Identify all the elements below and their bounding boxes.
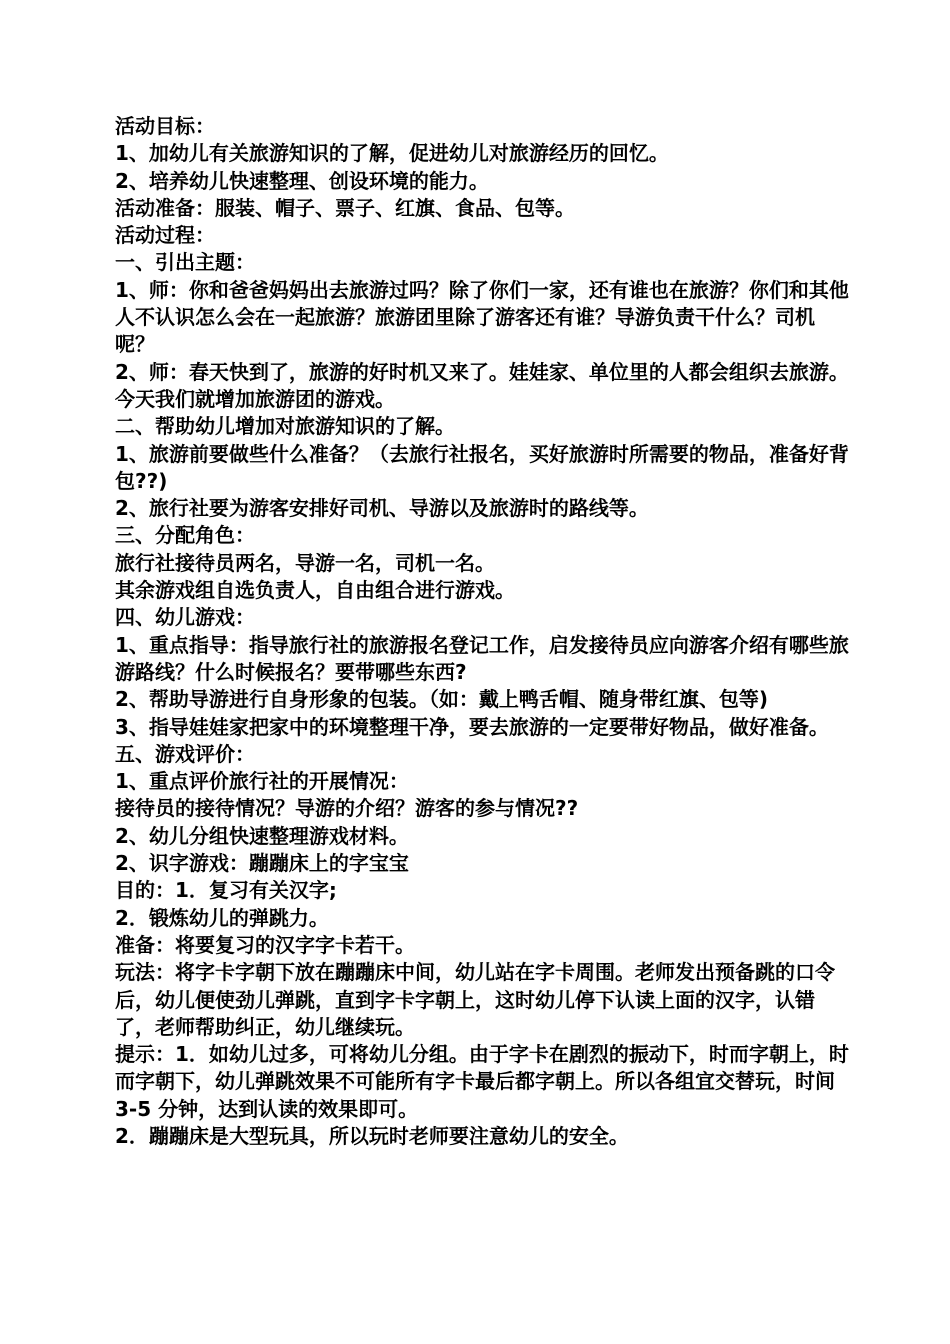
document-page — [115, 113, 850, 1150]
paragraph-16: 1、重点指导：指导旅行社的旅游报名登记工作，启发接待员应向游客介绍有哪些旅游路线？什么时候报名？要带哪些东西? — [115, 632, 849, 684]
paragraph-5: 活动过程： — [115, 223, 215, 248]
paragraph-27: 玩法：将字卡字朝下放在蹦蹦床中间，幼儿站在字卡周围。老师发出预备跳的口令后，幼儿便使劲儿弹跳，直到字卡字朝上，这时幼儿停下认读上面的汉字，认错了，老师帮助纠正，幼儿继续玩。 — [115, 960, 835, 1039]
paragraph-29: 2．蹦蹦床是大型玩具，所以玩时老师要注意幼儿的安全。 — [115, 1123, 629, 1148]
paragraph-19: 五、游戏评价： — [115, 741, 255, 766]
paragraph-14: 其余游戏组自选负责人，自由组合进行游戏。 — [115, 578, 515, 603]
paragraph-12: 三、分配角色： — [115, 523, 255, 548]
paragraph-1: 活动目标： — [115, 114, 215, 138]
paragraph-8: 2、师：春天快到了，旅游的好时机又来了。娃娃家、单位里的人都会组织去旅游。今天我们就增加旅游团的游戏。 — [115, 359, 849, 411]
paragraph-18: 3、指导娃娃家把家中的环境整理干净，要去旅游的一定要带好物品，做好准备。 — [115, 714, 829, 739]
paragraph-3: 2、培养幼儿快速整理、创设环境的能力。 — [115, 168, 489, 193]
paragraph-22: 2、幼儿分组快速整理游戏材料。 — [115, 823, 409, 848]
paragraph-6: 一、引出主题： — [115, 250, 255, 275]
paragraph-13: 旅行社接待员两名，导游一名，司机一名。 — [115, 550, 495, 575]
paragraph-28: 提示：1．如幼儿过多，可将幼儿分组。由于字卡在剧烈的振动下，时而字朝上，时而字朝下，幼儿弹跳效果不可能所有字卡最后都字朝上。所以各组宜交替玩，时间 3-5 分钟，达到认读的效果即可。 — [115, 1042, 849, 1121]
paragraph-26: 准备：将要复习的汉字字卡若干。 — [115, 932, 415, 957]
paragraph-20: 1、重点评价旅行社的开展情况： — [115, 769, 409, 794]
paragraph-23: 2、识字游戏：蹦蹦床上的字宝宝 — [115, 851, 409, 876]
paragraph-2: 1、加幼儿有关旅游知识的了解，促进幼儿对旅游经历的回忆。 — [115, 141, 669, 166]
paragraph-15: 四、幼儿游戏： — [115, 605, 255, 630]
paragraph-4: 活动准备：服装、帽子、票子、红旗、食品、包等。 — [115, 195, 575, 220]
paragraph-25: 2．锻炼幼儿的弹跳力。 — [115, 905, 329, 930]
paragraph-9: 二、帮助幼儿增加对旅游知识的了解。 — [115, 414, 455, 439]
paragraph-7: 1、师：你和爸爸妈妈出去旅游过吗？除了你们一家，还有谁也在旅游？你们和其他人不认识怎么会在一起旅游？旅游团里除了游客还有谁？导游负责干什么？司机呢？ — [115, 277, 849, 357]
paragraph-10: 1、旅游前要做些什么准备？（去旅行社报名，买好旅游时所需要的物品，准备好背包??) — [115, 441, 849, 493]
paragraph-24: 目的：1．复习有关汉字; — [115, 878, 337, 903]
paragraph-17: 2、帮助导游进行自身形象的包装。（如：戴上鸭舌帽、随身带红旗、包等) — [115, 687, 769, 712]
paragraph-11: 2、旅行社要为游客安排好司机、导游以及旅游时的路线等。 — [115, 496, 649, 521]
paragraph-21: 接待员的接待情况？导游的介绍？游客的参与情况?? — [115, 796, 579, 821]
